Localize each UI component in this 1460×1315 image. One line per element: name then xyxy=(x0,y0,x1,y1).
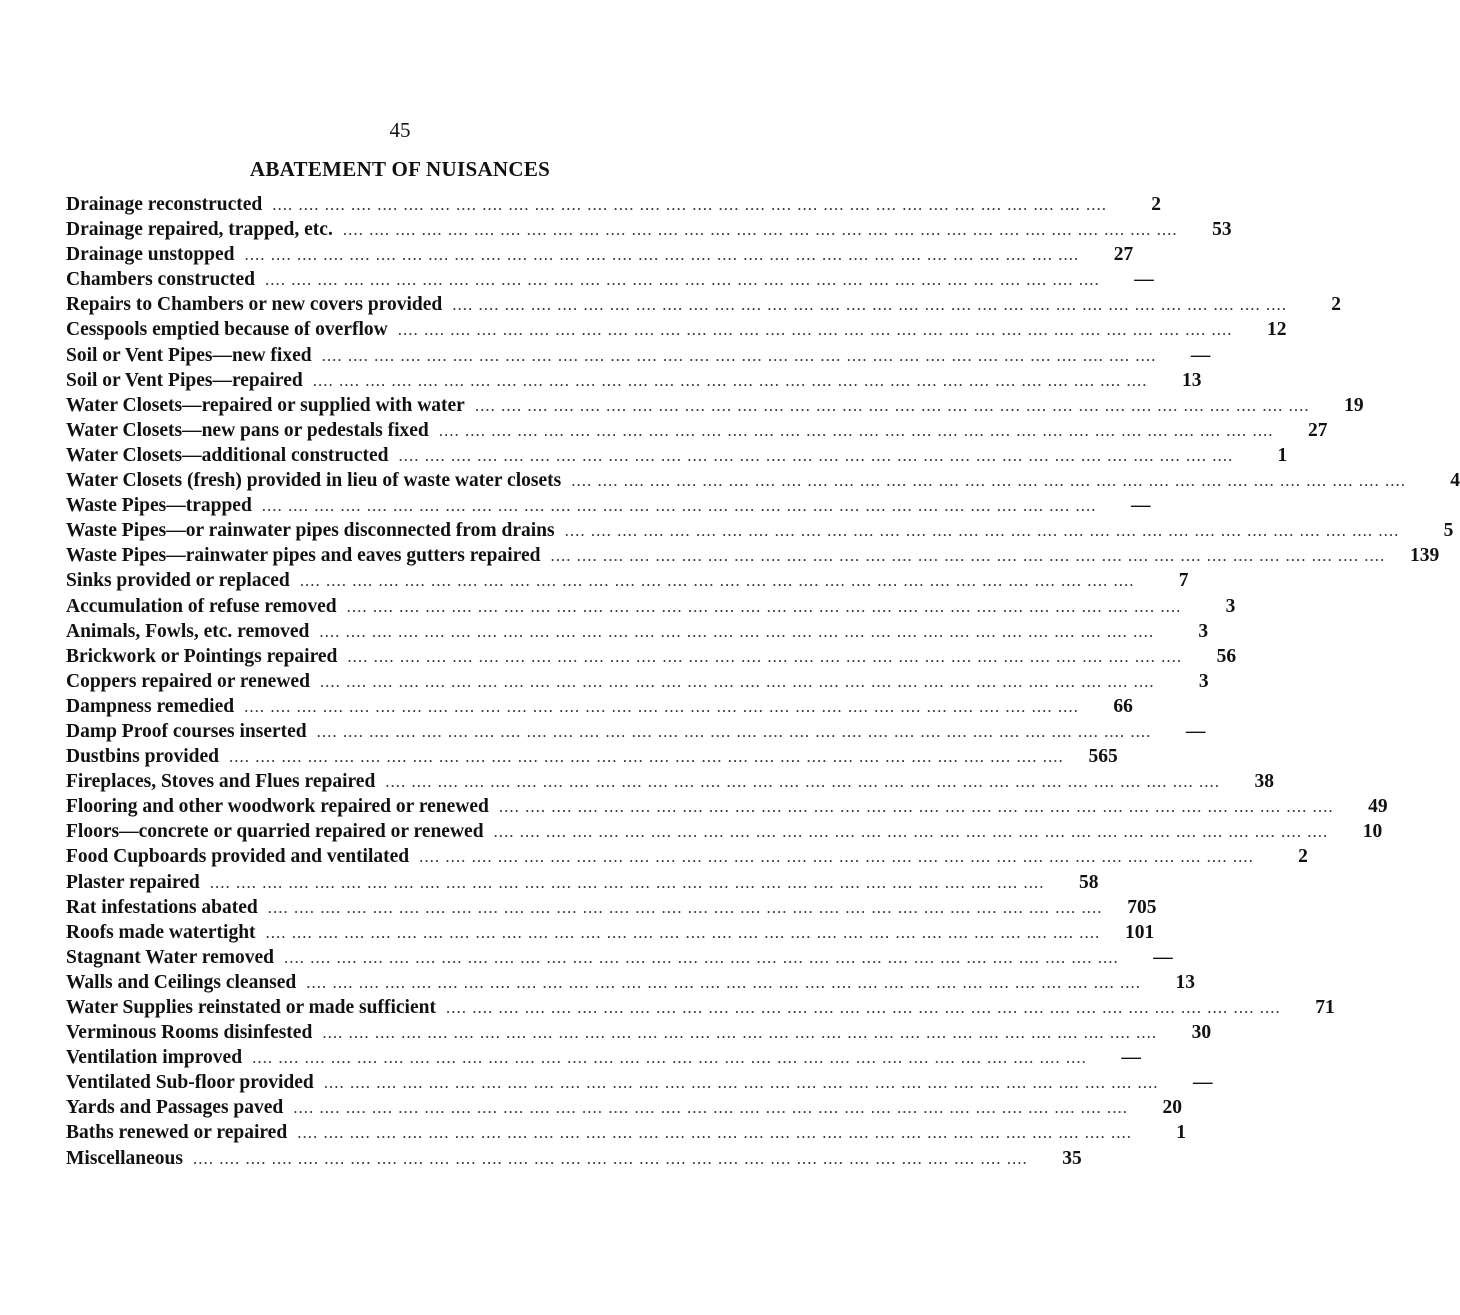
dot-leader: .... .... .... .... .... .... .... .... .... .... .... .... .... .... .... .... .... .... .... .... .... .... .... .... .... .... .... .... .... .... .... .... xyxy=(564,521,1400,541)
dot-leader: .... .... .... .... .... .... .... .... .... .... .... .... .... .... .... .... .... .... .... .... .... .... .... .... .... .... .... .... .... .... .... .... xyxy=(322,1023,1158,1043)
list-item xyxy=(66,644,1237,669)
list-item xyxy=(66,744,1118,769)
item-value: 27 xyxy=(1308,419,1328,441)
item-label: Roofs made watertight xyxy=(66,921,256,943)
dot-leader: .... .... .... .... .... .... .... .... .... .... .... .... .... .... .... .... .... .... .... .... .... .... .... .... .... .... .... .... .... .... .... .... xyxy=(342,220,1178,240)
item-value: — xyxy=(1185,720,1206,742)
item-label: Waste Pipes—or rainwater pipes disconnected from drains xyxy=(66,520,555,542)
list-item xyxy=(66,819,1383,844)
item-value: 101 xyxy=(1125,921,1155,943)
list-item xyxy=(66,242,1134,267)
item-value: 58 xyxy=(1079,871,1099,893)
item-label: Stagnant Water removed xyxy=(66,946,274,968)
item-value: 30 xyxy=(1191,1022,1212,1044)
dot-leader: .... .... .... .... .... .... .... .... .... .... .... .... .... .... .... .... .... .... .... .... .... .... .... .... .... .... .... .... .... .... .... .... xyxy=(252,1048,1087,1068)
list-item xyxy=(66,970,1195,995)
item-value: 2 xyxy=(1331,294,1342,316)
list-item xyxy=(66,518,1454,543)
dot-leader: .... .... .... .... .... .... .... .... .... .... .... .... .... .... .... .... .... .... .... .... .... .... .... .... .... .... .... .... .... .... .... .... xyxy=(312,370,1148,390)
item-value: 2 xyxy=(1298,846,1308,868)
item-label: Water Closets—additional constructed xyxy=(66,444,389,466)
item-label: Water Closets (fresh) provided in lieu of waste water closets xyxy=(66,470,562,492)
item-value: 705 xyxy=(1127,896,1157,918)
item-label: Waste Pipes—rainwater pipes and eaves gutters repaired xyxy=(66,545,541,567)
item-label: Water Closets—new pans or pedestals fixed xyxy=(66,419,429,441)
list-item xyxy=(66,594,1236,619)
item-value: 20 xyxy=(1162,1097,1183,1119)
item-value: 5 xyxy=(1443,520,1454,542)
item-label: Floors—concrete or quarried repaired or renewed xyxy=(66,821,484,843)
nuisances-list xyxy=(66,192,1460,1171)
dot-leader: .... .... .... .... .... .... .... .... .... .... .... .... .... .... .... .... .... .... .... .... .... .... .... .... .... .... .... .... .... .... .... .... xyxy=(299,571,1135,591)
list-item xyxy=(66,443,1288,468)
dot-leader: .... .... .... .... .... .... .... .... .... .... .... .... .... .... .... .... .... .... .... .... .... .... .... .... .... .... .... .... .... .... .... .... xyxy=(385,772,1221,792)
item-label: Accumulation of refuse removed xyxy=(66,595,337,617)
dot-leader: .... .... .... .... .... .... .... .... .... .... .... .... .... .... .... .... .... .... .... .... .... .... .... .... .... .... .... .... .... .... .... .... xyxy=(267,897,1103,917)
dot-leader: .... .... .... .... .... .... .... .... .... .... .... .... .... .... .... .... .... .... .... .... .... .... .... .... .... .... .... .... .... .... .... .... xyxy=(265,922,1101,942)
dot-leader: .... .... .... .... .... .... .... .... .... .... .... .... .... .... .... .... .... .... .... .... .... .... .... .... .... .... .... .... .... .... .... .... xyxy=(347,646,1183,666)
item-value: 19 xyxy=(1344,394,1364,416)
item-value: 66 xyxy=(1113,695,1133,717)
item-label: Damp Proof courses inserted xyxy=(66,720,307,742)
list-item xyxy=(66,669,1209,694)
list-item xyxy=(66,368,1202,393)
item-label: Yards and Passages paved xyxy=(66,1097,284,1119)
item-label: Drainage reconstructed xyxy=(66,194,263,215)
item-value: 13 xyxy=(1175,971,1195,993)
list-item xyxy=(66,870,1099,895)
item-label: Dustbins provided xyxy=(66,746,219,768)
dot-leader: .... .... .... .... .... .... .... .... .... .... .... .... .... .... .... .... .... .... .... .... .... .... .... .... .... .... .... .... .... .... .... .... xyxy=(474,395,1310,415)
dot-leader: .... .... .... .... .... .... .... .... .... .... .... .... .... .... .... .... .... .... .... .... .... .... .... .... .... .... .... .... .... .... .... .... xyxy=(452,295,1288,315)
item-label: Drainage repaired, trapped, etc. xyxy=(66,219,333,241)
dot-leader: .... .... .... .... .... .... .... .... .... .... .... .... .... .... .... .... .... .... .... .... .... .... .... .... .... .... .... .... .... .... .... .... xyxy=(445,998,1281,1017)
item-value: 2 xyxy=(1151,194,1161,215)
list-item xyxy=(66,619,1209,644)
item-label: Cesspools emptied because of overflow xyxy=(66,319,388,341)
item-label: Sinks provided or replaced xyxy=(66,570,290,592)
list-item xyxy=(66,1045,1141,1070)
list-item xyxy=(66,694,1133,719)
item-value: 35 xyxy=(1062,1147,1082,1169)
item-label: Water Supplies reinstated or made sufficient xyxy=(66,997,436,1018)
item-label: Soil or Vent Pipes—new fixed xyxy=(66,344,312,366)
item-value: 1 xyxy=(1176,1122,1186,1144)
item-label: Walls and Ceilings cleansed xyxy=(66,971,297,993)
item-label: Flooring and other woodwork repaired or renewed xyxy=(66,796,489,818)
dot-leader: .... .... .... .... .... .... .... .... .... .... .... .... .... .... .... .... .... .... .... .... .... .... .... .... .... .... .... .... .... .... .... .... xyxy=(316,721,1152,741)
item-label: Fireplaces, Stoves and Flues repaired xyxy=(66,771,376,793)
item-value: 38 xyxy=(1254,771,1275,793)
dot-leader: .... .... .... .... .... .... .... .... .... .... .... .... .... .... .... .... .... .... .... .... .... .... .... .... .... .... .... .... .... .... .... .... xyxy=(398,445,1234,465)
list-item xyxy=(66,543,1440,568)
page-title: ABATEMENT OF NUISANCES xyxy=(249,157,551,181)
dot-leader: .... .... .... .... .... .... .... .... .... .... .... .... .... .... .... .... .... .... .... .... .... .... .... .... .... .... .... .... .... .... .... .... xyxy=(293,1098,1129,1118)
dot-leader: .... .... .... .... .... .... .... .... .... .... .... .... .... .... .... .... .... .... .... .... .... .... .... .... .... .... .... .... .... .... .... .... xyxy=(209,872,1045,892)
item-value: 49 xyxy=(1368,796,1388,818)
item-label: Ventilation improved xyxy=(66,1047,243,1069)
item-value: — xyxy=(1193,1072,1213,1094)
item-label: Waste Pipes—trapped xyxy=(66,495,252,517)
item-value: — xyxy=(1131,495,1151,517)
dot-leader: .... .... .... .... .... .... .... .... .... .... .... .... .... .... .... .... .... .... .... .... .... .... .... .... .... .... .... .... .... .... .... .... xyxy=(297,1123,1132,1143)
list-item xyxy=(66,769,1275,794)
item-value: 53 xyxy=(1212,219,1232,241)
list-item xyxy=(66,1070,1213,1095)
item-label: Chambers constructed xyxy=(66,269,256,291)
item-value: — xyxy=(1121,1047,1141,1069)
item-label: Miscellaneous xyxy=(66,1147,183,1169)
list-item xyxy=(66,192,1161,217)
dot-leader: .... .... .... .... .... .... .... .... .... .... .... .... .... .... .... .... .... .... .... .... .... .... .... .... .... .... .... .... .... .... .... .... xyxy=(261,496,1097,516)
item-value: 13 xyxy=(1181,369,1202,391)
list-item xyxy=(66,719,1206,744)
list-item xyxy=(66,895,1157,920)
item-value: 12 xyxy=(1266,319,1287,341)
list-item xyxy=(66,217,1232,242)
item-value: 10 xyxy=(1362,821,1383,843)
dot-leader: .... .... .... .... .... .... .... .... .... .... .... .... .... .... .... .... .... .... .... .... .... .... .... .... .... .... .... .... .... .... .... .... xyxy=(319,621,1155,641)
item-value: 565 xyxy=(1088,746,1118,768)
list-item xyxy=(66,393,1364,418)
item-label: Verminous Rooms disinfested xyxy=(66,1022,313,1044)
dot-leader: .... .... .... .... .... .... .... .... .... .... .... .... .... .... .... .... .... .... .... .... .... .... .... .... .... .... .... .... .... .... .... .... xyxy=(498,797,1334,817)
list-item xyxy=(66,317,1287,342)
item-label: Plaster repaired xyxy=(66,871,200,893)
item-label: Coppers repaired or renewed xyxy=(66,670,310,692)
item-label: Rat infestations abated xyxy=(66,896,258,918)
item-value: 7 xyxy=(1178,570,1189,592)
list-item xyxy=(66,418,1328,443)
list-item xyxy=(66,493,1151,518)
item-value: 1 xyxy=(1277,444,1288,466)
list-item xyxy=(66,995,1335,1020)
list-item xyxy=(66,468,1460,493)
list-item xyxy=(66,844,1308,869)
item-label: Brickwork or Pointings repaired xyxy=(66,645,338,667)
dot-leader: .... .... .... .... .... .... .... .... .... .... .... .... .... .... .... .... .... .... .... .... .... .... .... .... .... .... .... .... .... .... .... .... xyxy=(397,320,1233,340)
dot-leader: .... .... .... .... .... .... .... .... .... .... .... .... .... .... .... .... .... .... .... .... .... .... .... .... .... .... .... .... .... .... .... .... xyxy=(265,270,1100,290)
item-value: 56 xyxy=(1216,645,1237,667)
dot-leader: .... .... .... .... .... .... .... .... .... .... .... .... .... .... .... .... .... .... .... .... .... .... .... .... .... .... .... .... .... .... .... .... xyxy=(438,420,1274,440)
item-value: — xyxy=(1134,269,1154,291)
item-value: 4 xyxy=(1450,470,1460,492)
list-item xyxy=(66,1095,1183,1120)
dot-leader: .... .... .... .... .... .... .... .... .... .... .... .... .... .... .... .... .... .... .... .... .... .... .... .... .... .... .... .... .... .... .... .... xyxy=(550,546,1386,566)
dot-leader: .... .... .... .... .... .... .... .... .... .... .... .... .... .... .... .... .... .... .... .... .... .... .... .... .... .... .... .... .... .... .... .... xyxy=(193,1148,1028,1168)
item-label: Soil or Vent Pipes—repaired xyxy=(66,369,303,391)
item-label: Animals, Fowls, etc. removed xyxy=(66,620,310,642)
dot-leader: .... .... .... .... .... .... .... .... .... .... .... .... .... .... .... .... .... .... .... .... .... .... .... .... .... .... .... .... .... .... .... .... xyxy=(323,1073,1159,1093)
dot-leader: .... .... .... .... .... .... .... .... .... .... .... .... .... .... .... .... .... .... .... .... .... .... .... .... .... .... .... .... .... .... .... .... xyxy=(284,947,1119,967)
item-label: Drainage unstopped xyxy=(66,244,235,266)
list-item xyxy=(66,1120,1186,1145)
item-value: — xyxy=(1190,344,1211,366)
item-value: — xyxy=(1153,946,1173,968)
dot-leader: .... .... .... .... .... .... .... .... .... .... .... .... .... .... .... .... .... .... .... .... .... .... .... .... .... .... .... .... .... .... .... .... xyxy=(229,747,1064,767)
item-label: Baths renewed or repaired xyxy=(66,1122,288,1144)
dot-leader: .... .... .... .... .... .... .... .... .... .... .... .... .... .... .... .... .... .... .... .... .... .... .... .... .... .... .... .... .... .... .... .... xyxy=(571,471,1406,491)
list-item xyxy=(66,920,1155,945)
page-number: 45 xyxy=(389,118,411,142)
list-item xyxy=(66,267,1154,292)
list-item xyxy=(66,568,1189,593)
item-value: 3 xyxy=(1225,595,1236,617)
list-item xyxy=(66,794,1388,819)
dot-leader: .... .... .... .... .... .... .... .... .... .... .... .... .... .... .... .... .... .... .... .... .... .... .... .... .... .... .... .... .... .... .... .... xyxy=(244,245,1080,265)
list-item xyxy=(66,343,1211,368)
dot-leader: .... .... .... .... .... .... .... .... .... .... .... .... .... .... .... .... .... .... .... .... .... .... .... .... .... .... .... .... .... .... .... .... xyxy=(319,671,1155,691)
dot-leader: .... .... .... .... .... .... .... .... .... .... .... .... .... .... .... .... .... .... .... .... .... .... .... .... .... .... .... .... .... .... .... .... xyxy=(244,696,1079,716)
item-value: 3 xyxy=(1198,620,1209,642)
dot-leader: .... .... .... .... .... .... .... .... .... .... .... .... .... .... .... .... .... .... .... .... .... .... .... .... .... .... .... .... .... .... .... .... xyxy=(321,345,1157,365)
dot-leader: .... .... .... .... .... .... .... .... .... .... .... .... .... .... .... .... .... .... .... .... .... .... .... .... .... .... .... .... .... .... .... .... xyxy=(346,596,1182,616)
list-item xyxy=(66,1146,1082,1171)
list-item xyxy=(66,945,1173,970)
list-item xyxy=(66,292,1342,317)
dot-leader: .... .... .... .... .... .... .... .... .... .... .... .... .... .... .... .... .... .... .... .... .... .... .... .... .... .... .... .... .... .... .... .... xyxy=(493,822,1329,842)
item-value: 3 xyxy=(1198,670,1209,692)
list-item xyxy=(66,1020,1212,1045)
item-label: Dampness remedied xyxy=(66,695,235,717)
dot-leader: .... .... .... .... .... .... .... .... .... .... .... .... .... .... .... .... .... .... .... .... .... .... .... .... .... .... .... .... .... .... .... .... xyxy=(419,847,1254,867)
item-value: 139 xyxy=(1409,545,1440,567)
item-label: Food Cupboards provided and ventilated xyxy=(66,846,410,868)
item-value: 27 xyxy=(1113,244,1134,266)
item-label: Water Closets—repaired or supplied with water xyxy=(66,394,465,416)
dot-leader: .... .... .... .... .... .... .... .... .... .... .... .... .... .... .... .... .... .... .... .... .... .... .... .... .... .... .... .... .... .... .... .... xyxy=(306,972,1141,992)
dot-leader: .... .... .... .... .... .... .... .... .... .... .... .... .... .... .... .... .... .... .... .... .... .... .... .... .... .... .... .... .... .... .... .... xyxy=(272,195,1107,214)
item-value: 71 xyxy=(1315,997,1335,1018)
item-label: Repairs to Chambers or new covers provided xyxy=(66,294,443,316)
item-label: Ventilated Sub-floor provided xyxy=(66,1072,314,1094)
